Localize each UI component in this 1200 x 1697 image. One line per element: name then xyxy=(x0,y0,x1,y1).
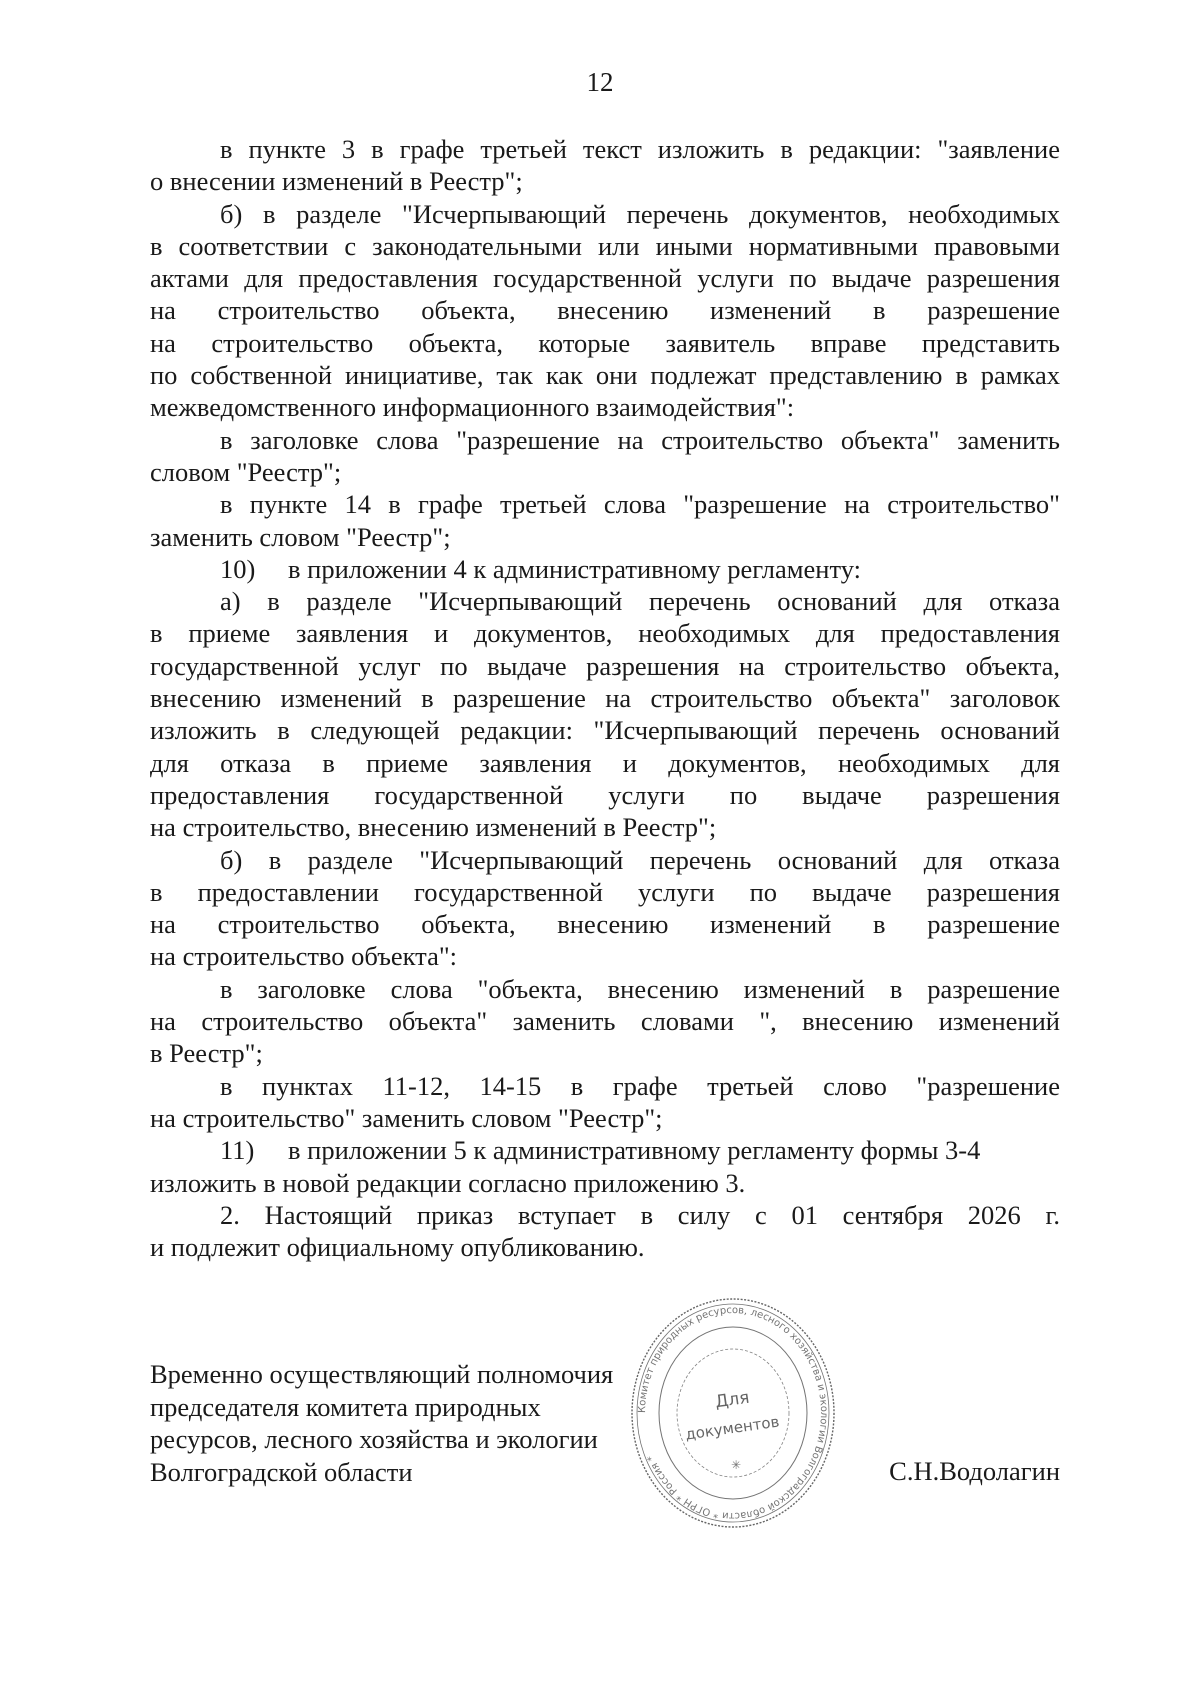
text-line: в заголовке слова "объекта, внесению изменений в разрешение xyxy=(220,973,1060,1004)
stamp-ring-text: Комитет природных ресурсов, лесного хозяйства и экологии Волгоградской области * ОГРН * Россия * xyxy=(636,1304,830,1522)
list-item-11 xyxy=(150,1134,1060,1166)
text-line: для отказа в приеме заявления и документов, необходимых для xyxy=(150,747,1060,778)
signatory-position-line: председателя комитета природных xyxy=(150,1391,541,1422)
stamp-star-icon: ✳ xyxy=(730,1458,742,1472)
text-line: предоставления государственной услуги по выдаче разрешения xyxy=(150,779,1060,810)
signatory-position-line: Временно осуществляющий полномочия xyxy=(150,1359,614,1389)
text-line: на строительство объекта" заменить словами ", внесению изменений xyxy=(150,1006,1060,1037)
text-line: на строительство объекта, внесению изменений в разрешение xyxy=(150,295,1060,326)
text-line: актами для предоставления государственной услуги по выдаче разрешения xyxy=(150,263,1060,294)
text-line: словом "Реестр"; xyxy=(150,456,342,487)
text-line: в пунктах 11-12, 14-15 в графе третьей слово "разрешение xyxy=(220,1070,1060,1101)
signatory-name: С.Н.Водолагин xyxy=(889,1456,1060,1486)
text-line: на строительство объекта, внесению изменений в разрешение xyxy=(150,909,1060,940)
text-line: заменить словом "Реестр"; xyxy=(150,521,451,552)
text-line: внесению изменений в разрешение на строительство объекта" заголовок xyxy=(150,683,1060,714)
text-line: изложить в следующей редакции: "Исчерпывающий перечень оснований xyxy=(150,715,1060,746)
body-text xyxy=(150,133,1060,1263)
text-line: в приеме заявления и документов, необходимых для предоставления xyxy=(150,618,1060,649)
text-line: в заголовке слова "разрешение на строительство объекта" заменить xyxy=(220,424,1060,455)
text-line: в Реестр"; xyxy=(150,1038,263,1069)
signatory-position-line: Волгоградской области xyxy=(150,1456,413,1487)
list-item-10 xyxy=(150,553,1060,585)
signatory-position-line: ресурсов, лесного хозяйства и экологии xyxy=(150,1424,598,1454)
text-line: на строительство" заменить словом "Реестр"; xyxy=(150,1102,663,1133)
text-line: государственной услуг по выдаче разрешения на строительство объекта, xyxy=(150,650,1060,681)
text-line: на строительство, внесению изменений в Реестр"; xyxy=(150,812,717,843)
text-line: в предоставлении государственной услуги по выдаче разрешения xyxy=(150,876,1060,907)
text-line: межведомственного информационного взаимодействия": xyxy=(150,392,795,423)
text-line: в пункте 14 в графе третьей слова "разрешение на строительство" xyxy=(220,489,1060,520)
text-line: по собственной инициативе, так как они подлежат представлению в рамках xyxy=(150,360,1060,391)
text-line: на строительство объекта, которые заявитель вправе представить xyxy=(150,327,1060,358)
text-line: на строительство объекта": xyxy=(150,941,458,972)
text-line: изложить в новой редакции согласно приложению 3. xyxy=(150,1167,746,1198)
stamp-center-text: документов xyxy=(684,1412,781,1444)
text-line: в приложении 5 к административному регламенту формы 3-4 xyxy=(288,1135,981,1166)
list-number: 10) xyxy=(220,553,256,584)
text-line: в приложении 4 к административному регламенту: xyxy=(288,553,861,584)
page-number: 12 xyxy=(586,67,614,97)
list-number: 11) xyxy=(220,1135,255,1166)
text-line: 2. Настоящий приказ вступает в силу с 01 сентября 2026 г. xyxy=(220,1199,1060,1230)
text-line: и подлежит официальному опубликованию. xyxy=(150,1232,645,1263)
signature-block xyxy=(150,1358,1060,1488)
official-stamp xyxy=(628,1293,838,1533)
text-line: в пункте 3 в графе третьей текст изложить в редакции: "заявление xyxy=(220,134,1060,164)
stamp-center-text: Для xyxy=(713,1387,751,1413)
text-line: в соответствии с законодательными или иными нормативными правовыми xyxy=(150,230,1060,261)
text-line: а) в разделе "Исчерпывающий перечень оснований для отказа xyxy=(220,586,1060,617)
text-line: б) в разделе "Исчерпывающий перечень оснований для отказа xyxy=(220,844,1060,875)
text-line: б) в разделе "Исчерпывающий перечень документов, необходимых xyxy=(220,198,1060,229)
text-line: о внесении изменений в Реестр"; xyxy=(150,166,523,197)
